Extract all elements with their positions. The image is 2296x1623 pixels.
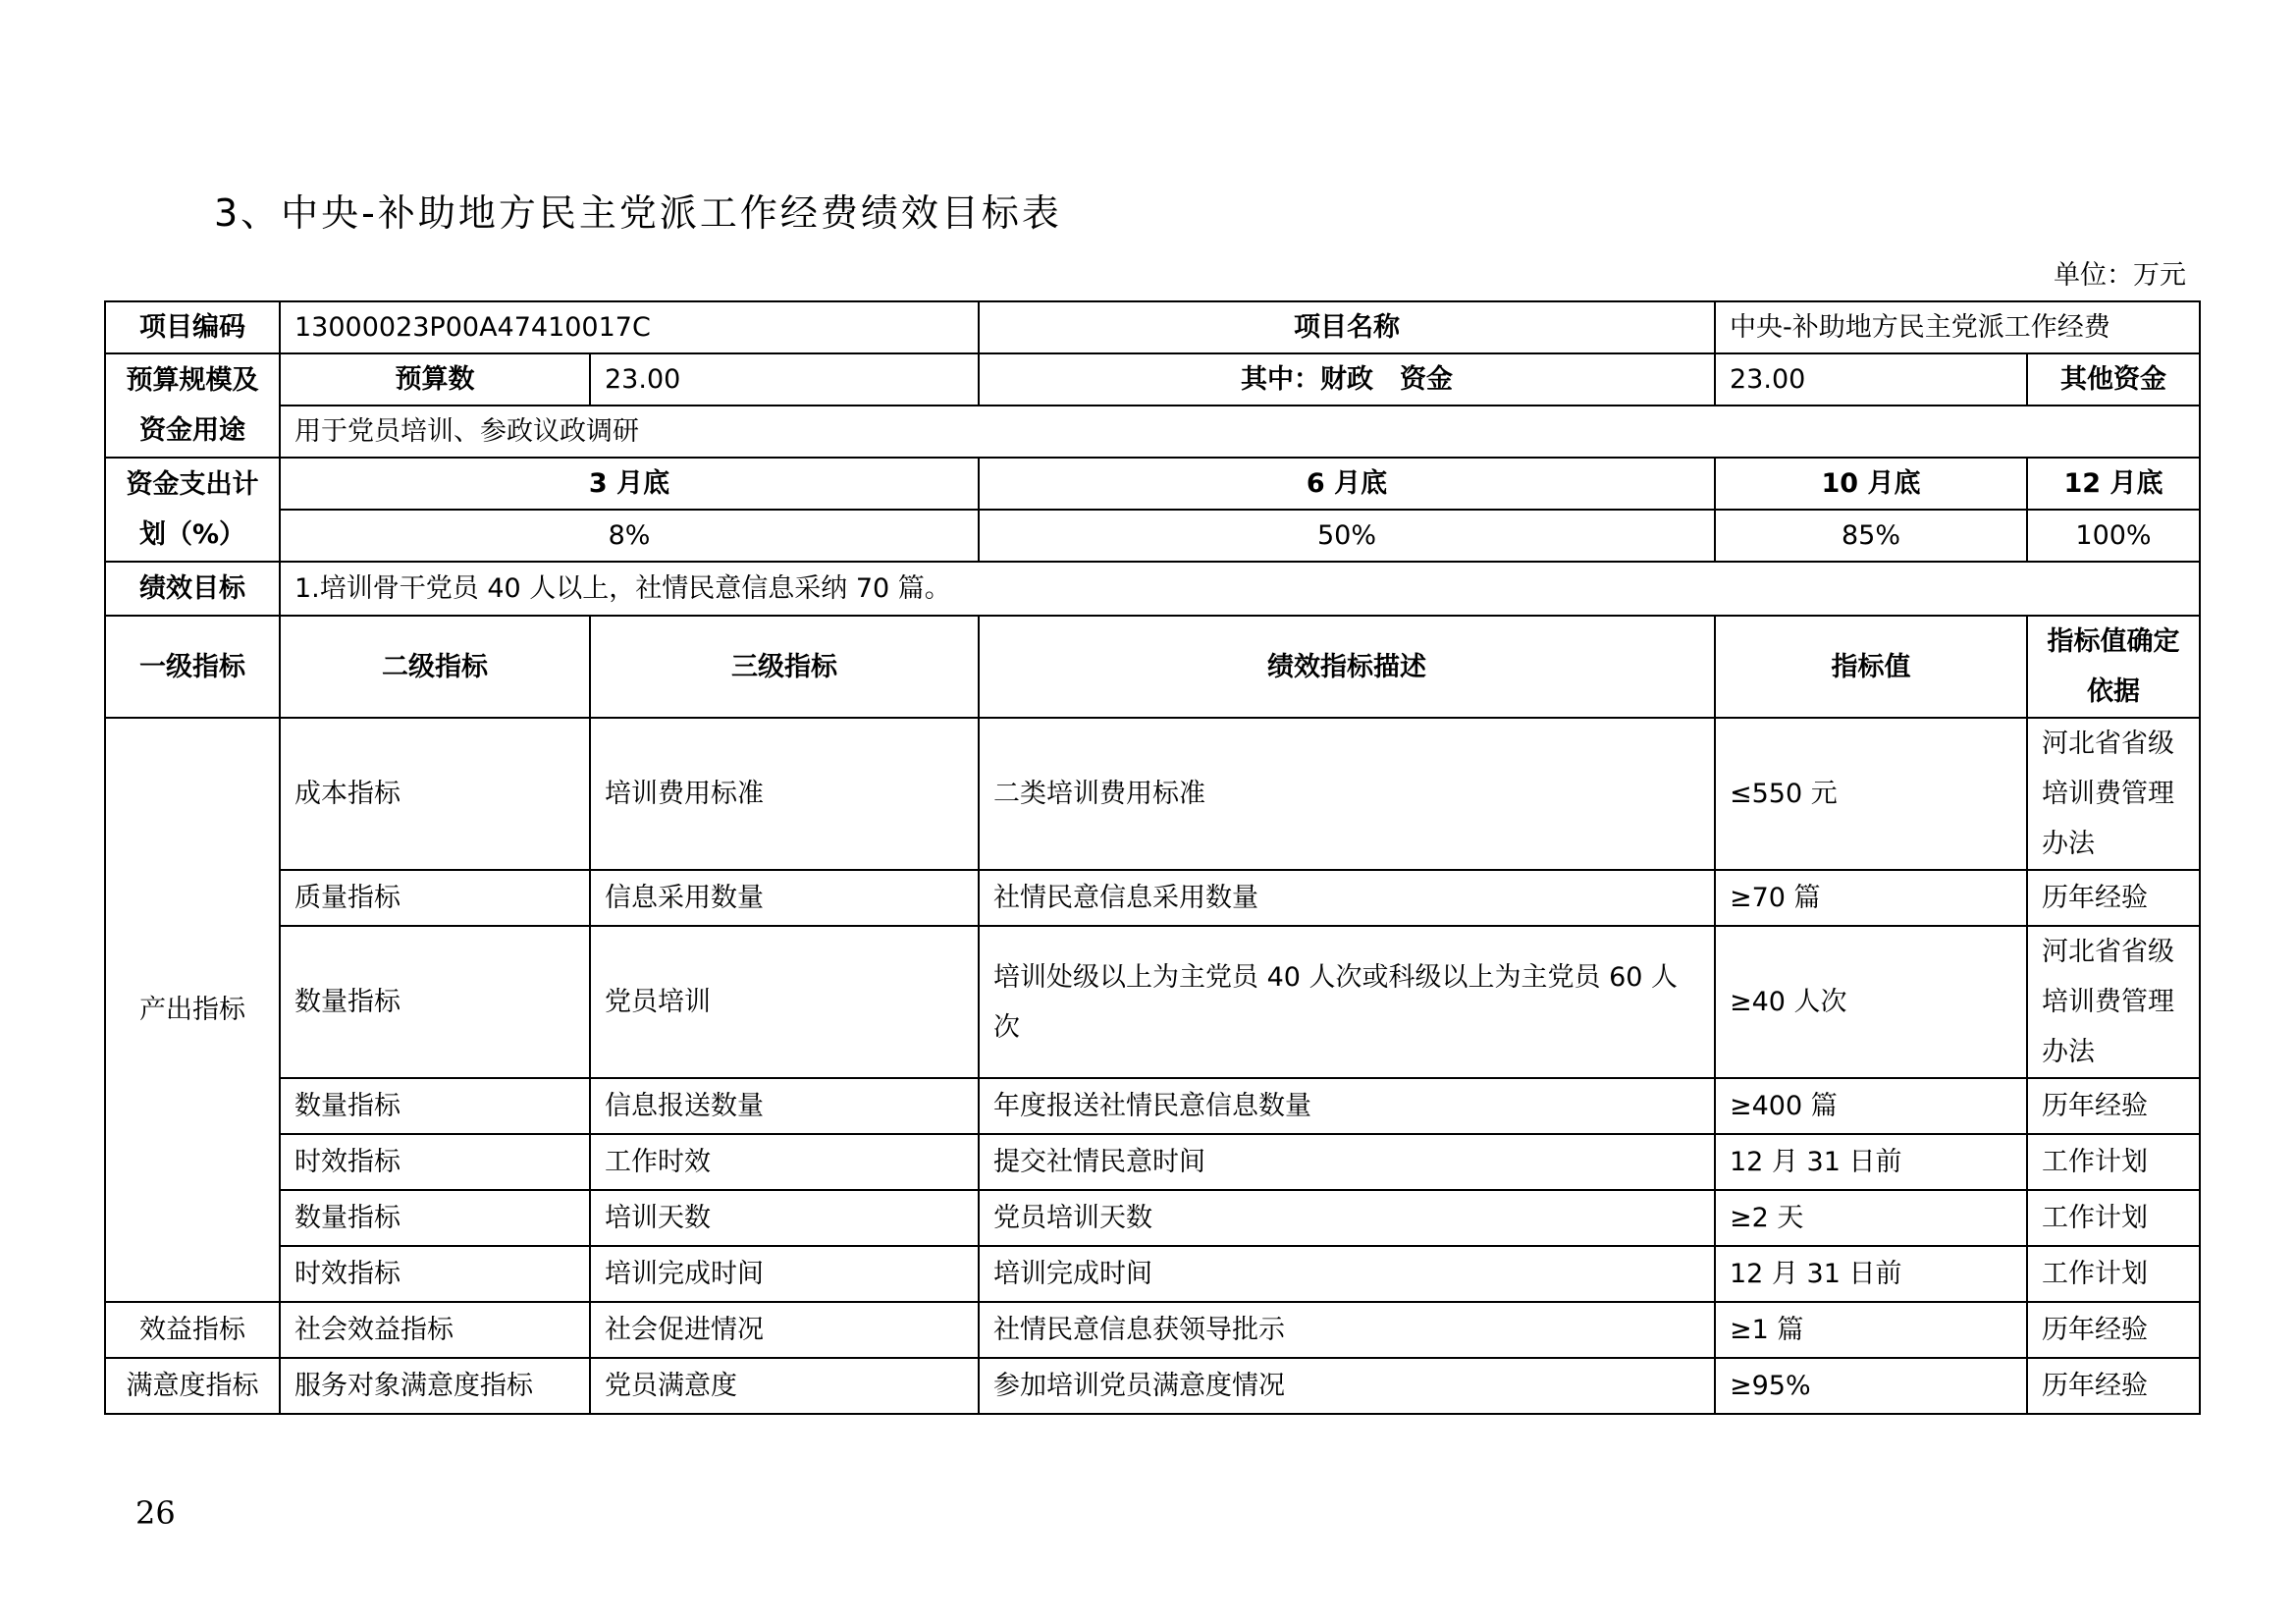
level2-indicator: 成本指标 [280, 718, 590, 870]
indicator-header-row [105, 616, 2200, 718]
indicator-description: 提交社情民意时间 [979, 1134, 1715, 1190]
indicator-basis: 历年经验 [2027, 1358, 2200, 1414]
level1-indicator: 满意度指标 [105, 1358, 280, 1414]
indicator-basis: 河北省省级培训费管理办法 [2027, 926, 2200, 1078]
fund-usage-row [105, 406, 2200, 458]
budget-row [105, 353, 2200, 406]
indicator-basis: 工作计划 [2027, 1190, 2200, 1246]
fund-usage-text: 用于党员培训、参政议政调研 [280, 406, 2200, 458]
indicator-value: 12 月 31 日前 [1715, 1246, 2027, 1302]
project-code-label: 项目编码 [105, 301, 280, 353]
page-number: 26 [135, 1494, 176, 1532]
table-row [105, 1246, 2200, 1302]
project-name-value: 中央-补助地方民主党派工作经费 [1715, 301, 2200, 353]
plan-period: 12 月底 [2027, 458, 2200, 510]
table-row [105, 1134, 2200, 1190]
table-row [105, 926, 2200, 1078]
column-header: 指标值 [1715, 616, 2027, 718]
indicator-value: ≥40 人次 [1715, 926, 2027, 1078]
column-header: 绩效指标描述 [979, 616, 1715, 718]
level3-indicator: 信息采用数量 [590, 870, 979, 926]
fiscal-fund-label: 其中：财政 资金 [979, 353, 1715, 406]
indicator-basis: 工作计划 [2027, 1246, 2200, 1302]
table-row [105, 1190, 2200, 1246]
indicator-value: ≥95% [1715, 1358, 2027, 1414]
indicator-value: ≥400 篇 [1715, 1078, 2027, 1134]
performance-goal-text: 1.培训骨干党员 40 人以上，社情民意信息采纳 70 篇。 [280, 562, 2200, 616]
spending-plan-label-line2: 划（%） [138, 519, 246, 550]
indicator-basis: 历年经验 [2027, 1302, 2200, 1358]
performance-target-table [104, 300, 2201, 1415]
table-row [105, 718, 2200, 870]
indicator-basis: 工作计划 [2027, 1134, 2200, 1190]
level2-indicator: 服务对象满意度指标 [280, 1358, 590, 1414]
indicator-description: 培训完成时间 [979, 1246, 1715, 1302]
plan-value: 50% [979, 510, 1715, 562]
indicator-description: 年度报送社情民意信息数量 [979, 1078, 1715, 1134]
indicator-value: ≥70 篇 [1715, 870, 2027, 926]
level3-indicator: 信息报送数量 [590, 1078, 979, 1134]
plan-value-row [105, 510, 2200, 562]
level2-indicator: 质量指标 [280, 870, 590, 926]
spending-plan-label-line1: 资金支出计 [126, 469, 259, 500]
spending-plan-label [105, 458, 280, 562]
level3-indicator: 培训费用标准 [590, 718, 979, 870]
indicator-basis: 历年经验 [2027, 1078, 2200, 1134]
indicator-description: 参加培训党员满意度情况 [979, 1358, 1715, 1414]
budget-section-label-line1: 预算规模及 [126, 365, 259, 396]
column-header: 指标值确定依据 [2027, 616, 2200, 718]
indicator-value: ≥2 天 [1715, 1190, 2027, 1246]
fiscal-fund-value: 23.00 [1715, 353, 2027, 406]
table-row [105, 1358, 2200, 1414]
budget-label: 预算数 [280, 353, 590, 406]
level3-indicator: 社会促进情况 [590, 1302, 979, 1358]
plan-period: 6 月底 [979, 458, 1715, 510]
level3-indicator: 工作时效 [590, 1134, 979, 1190]
plan-value: 8% [280, 510, 979, 562]
indicator-description: 培训处级以上为主党员 40 人次或科级以上为主党员 60 人次 [979, 926, 1715, 1078]
level3-indicator: 培训天数 [590, 1190, 979, 1246]
level3-indicator: 培训完成时间 [590, 1246, 979, 1302]
budget-section-label-line2: 资金用途 [139, 415, 245, 446]
page-title: 3、中央-补助地方民主党派工作经费绩效目标表 [214, 191, 1062, 235]
indicator-value: ≤550 元 [1715, 718, 2027, 870]
budget-section-label [105, 353, 280, 458]
indicator-description: 社情民意信息采用数量 [979, 870, 1715, 926]
plan-value: 85% [1715, 510, 2027, 562]
plan-period-row [105, 458, 2200, 510]
performance-goal-label: 绩效目标 [105, 562, 280, 616]
level3-indicator: 党员培训 [590, 926, 979, 1078]
performance-goal-row [105, 562, 2200, 616]
project-code-value: 13000023P00A47410017C [280, 301, 979, 353]
column-header: 三级指标 [590, 616, 979, 718]
column-header: 二级指标 [280, 616, 590, 718]
plan-value: 100% [2027, 510, 2200, 562]
indicator-basis: 河北省省级培训费管理办法 [2027, 718, 2200, 870]
indicator-value: ≥1 篇 [1715, 1302, 2027, 1358]
indicator-basis: 历年经验 [2027, 870, 2200, 926]
indicator-value: 12 月 31 日前 [1715, 1134, 2027, 1190]
unit-label: 单位：万元 [2054, 260, 2186, 291]
level1-indicator: 效益指标 [105, 1302, 280, 1358]
table-row [105, 1302, 2200, 1358]
level2-indicator: 时效指标 [280, 1246, 590, 1302]
level2-indicator: 数量指标 [280, 1078, 590, 1134]
level2-indicator: 数量指标 [280, 926, 590, 1078]
plan-period: 10 月底 [1715, 458, 2027, 510]
budget-value: 23.00 [590, 353, 979, 406]
indicator-description: 社情民意信息获领导批示 [979, 1302, 1715, 1358]
other-fund-label: 其他资金 [2027, 353, 2200, 406]
level2-indicator: 社会效益指标 [280, 1302, 590, 1358]
plan-period: 3 月底 [280, 458, 979, 510]
level2-indicator: 数量指标 [280, 1190, 590, 1246]
indicator-description: 党员培训天数 [979, 1190, 1715, 1246]
table-row [105, 1078, 2200, 1134]
table-row [105, 870, 2200, 926]
project-info-row [105, 301, 2200, 353]
level2-indicator: 时效指标 [280, 1134, 590, 1190]
project-name-label: 项目名称 [979, 301, 1715, 353]
level3-indicator: 党员满意度 [590, 1358, 979, 1414]
level1-indicator: 产出指标 [105, 718, 280, 1302]
column-header: 一级指标 [105, 616, 280, 718]
indicator-description: 二类培训费用标准 [979, 718, 1715, 870]
